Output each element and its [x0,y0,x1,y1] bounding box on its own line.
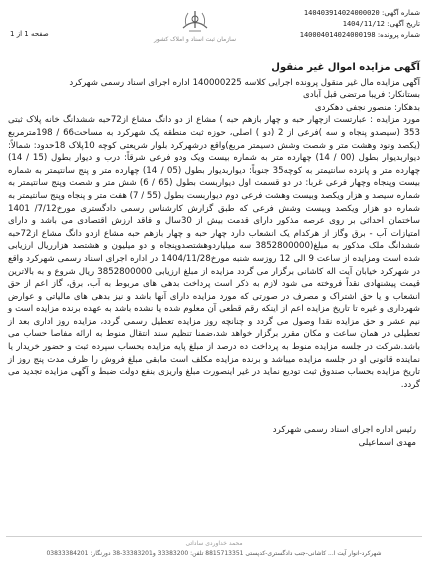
document-title: آگهی مزایده اموال غیر منقول [271,62,420,73]
record-number-label: شماره پرونده: [377,31,420,39]
signature-block [156,424,416,450]
creditor-line: بستانکار: فریبا مرتضی قبل آبادی [303,90,420,101]
auction-body-text: مورد مزایده : عبارتست ازچهار حبه و چهار بازهم حبه ) مشاع از دو دانگ مشاع از72حبه ششدانگ خانه پلاک ثبتی 353 (سیصدو پنجاه و سه )فرعی از 2 (دو ) اصلی، حوزه ثبت منطقه یک شهرکرد به مساحت66 / 198مترمربع (یکصد ونود وهشت متر و شصت وشش دسیمتر مربع)واقع درشهرکرد بلوار شریعتی کوچه 10پلاک 18حدود: شمالاً: دیواربدیوار بطول (00 / 14) چهارده متر به شماره بیست ویک ودو فرعی شرقاً: درب و دیوار بطول (15 / 14) چهارده متر و پانزده سانتیمتر به کوچه35 جنوباً: دیواربدیوار بطول (05 / 14) چهارده متر و پنج سانتیمتر به شماره بیست وپنجاه وچهار فرعی غربا: در دو قسمت اول دیواربست بطول (65 / 6) شش متر و شصت وپنج سانتیمتر به شماره سیصد و هزار ویکصد وبیست وهشت فرعی دوم دیواربست بطول (55 / 7) هفت متر و پنجاه وپنج سانتیمتر به شماره دو هزار ویکصد وبیست وشش فرعی که طبق گزارش کارشناس رسمی دادگستری مورخ7/12/ 1401 ساختمان احداثی بر روی عرصه مذکور دارای قدمت بیش از 30سال و فاقد ارزش اقتصادی می باشد و دارای امتیازات آب - برق وگاز از هرکدام یک انشعاب دارد چهار حبه و چهار بازهم حبه مشاع ازدو دانگ مشاع از72حبه ششدانگ ملک مذکور به مبلغ(3852800000 سه میلیاردوهشتصدوپنجاه و دو میلیون و هشتصد هزارریال ارزیابی شده است ومزایده از ساعت 9 الی 12 روزسه شنبه مورخ1404/11/28 در اداره اجرای اسناد رسمی شهرکرد واقع در شهرکرد خیابان آیت اله کاشانی برگزار می گردد مزایده از مبلغ ارزیابی 3852800000 ریال شروع و به بالاترین قیمت پیشنهادی نقداً فروخته می شود لازم به ذکر است پرداخت بدهی های مربوط به آب، برق، گاز اعم از حق انشعاب و یا حق اشتراک و مصرف در صورتی که مورد مزایده دارای آنها باشد و نیز بدهی های مالیاتی و عوارض شهرداری و غیره تا تاریخ مزایده اعم از اینکه رقم قطعی آن معلوم شده یا نشده باشد به عهده برنده مزایده است و نیم عشر و حق مزایده نقدا وصول می گردد و چنانچه روز مزایده تعطیل رسمی گردد، مزایده روز اداری بعد از تعطیلی در همان ساعت و مکان مقرر برگزار خواهد شد،ضمنا تنظیم سند انتقال منوط به ارائه مفاصا حساب می باشد.شرکت در جلسه مزایده منوط به پرداخت ده درصد از مبلغ پایه مزایده بحساب سپرده ثبت و حضور خریدار یا نماینده قانونی او در جلسه مزایده میباشد و برنده مزایده مکلف است مابقی مبلغ فروش را ظرف مدت پنج روز از تاریخ مزایده بحساب صندوق ثبت تودیع نماید در غیر اینصورت مبلغ واریزی بنفع دولت ضبط و آگهی مزایده تجدید می گردد. [8,115,421,390]
organization-emblem [150,8,240,56]
signature-title: رئیس اداره اجرای اسناد رسمی شهرکرد [272,425,416,435]
signature-name: مهدی اسماعیلی [358,438,416,448]
organization-subtitle: سازمان ثبت اسناد و املاک کشور [153,36,237,43]
notice-number-value: 140403914024000020 [303,9,380,17]
notice-number-label: شماره آگهی: [381,9,420,17]
debtor-line: بدهکار: منصور نجفی دهکردی [314,102,420,113]
emblem-icon [180,8,210,34]
notice-date-value: 1404/11/12 [342,20,385,28]
page-indicator: صفحه 1 از 1 [10,30,49,38]
footer-address: شهرکرد-انوار آیت ا... کاشانی-جنب دادگستری-کدپستی 8815713351 تلفن: 33383200 و33383201-38 دورنگار: 03833384201 [46,550,382,557]
notice-date-row [230,19,420,30]
footer-note: محمد خداوردی ساداتی [185,540,243,547]
page-footer [6,536,422,570]
record-number-value: 140004014024000198 [299,31,376,39]
intro-line: آگهی مزایده مال غیر منقول پرونده اجرایی کلاسه 140000225 اداره اجرای اسناد رسمی شهرکرد [69,77,420,88]
notice-number-row [230,8,420,19]
notice-content [8,62,420,391]
notice-date-label: تاریخ آگهی: [387,20,420,28]
record-number-row [230,30,420,41]
notice-metadata [230,8,420,41]
